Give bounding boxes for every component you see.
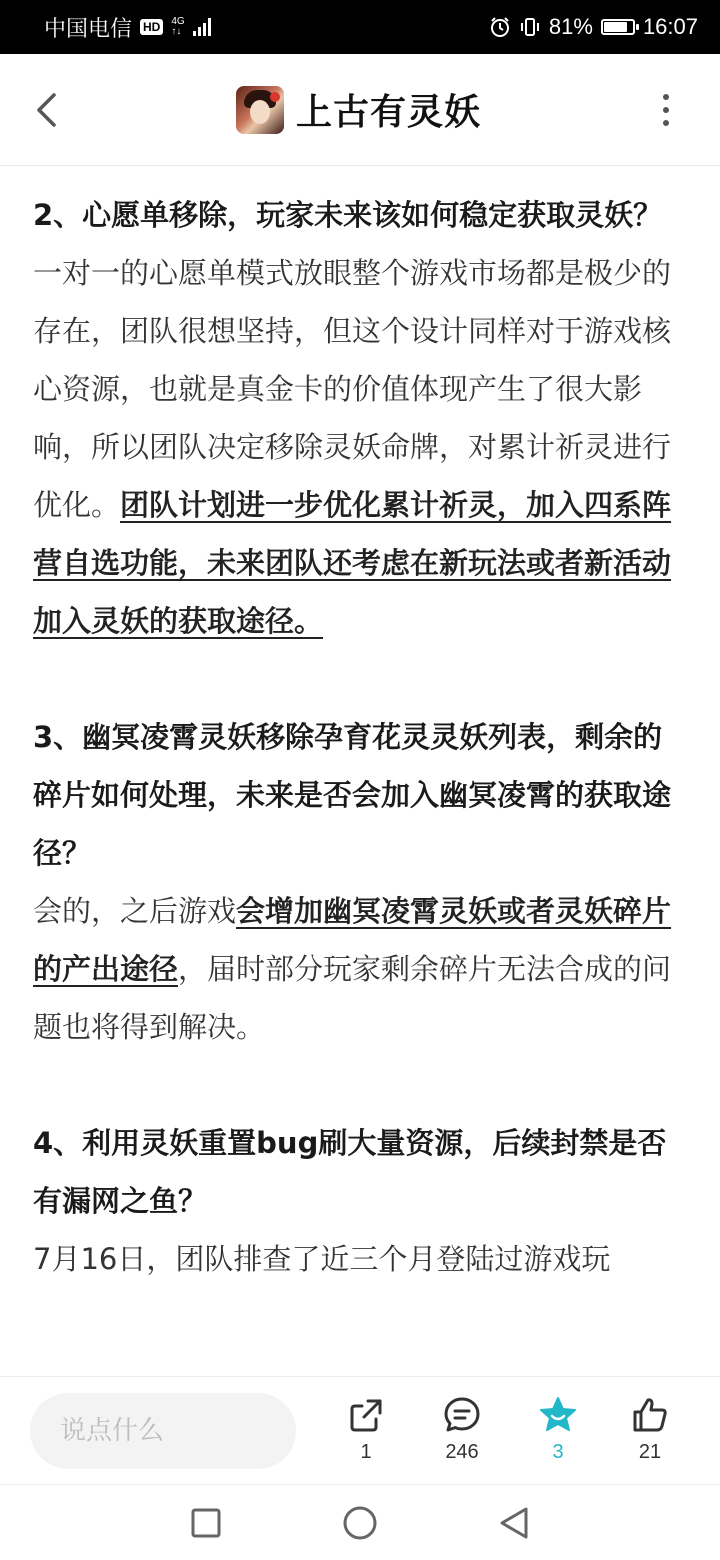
question-3-heading: 3、幽冥凌霄灵妖移除孕育花灵灵妖列表，剩余的碎片如何处理，未来是否会加入幽冥凌霄的获取途径？ [33,720,672,870]
network-type-bottom: ↑↓ [171,26,182,37]
share-icon [346,1395,386,1435]
circle-icon [342,1505,378,1541]
article-content[interactable] [33,166,687,1376]
answer-3-text-start: 会的，之后游戏 [33,894,237,928]
network-type-top: 4G [171,16,185,27]
system-nav-bar [0,1484,720,1560]
more-options-button[interactable] [656,94,676,126]
status-right [489,14,698,40]
answer-2 [33,244,687,650]
status-bar [0,0,720,54]
vibrate-icon [519,16,541,38]
favorite-count: 3 [552,1441,564,1463]
triangle-back-icon [498,1506,530,1540]
network-type [171,17,184,37]
like-button[interactable] [610,1395,690,1464]
question-4-heading: 4、利用灵妖重置bug刷大量资源，后续封禁是否有漏网之鱼？ [33,1126,667,1218]
answer-2-text: 一对一的心愿单模式放眼整个游戏市场都是极少的存在，团队很想坚持，但这个设计同样对于游戏核心资源，也就是真金卡的价值体现产生了很大影响，所以团队决定移除灵妖命牌，对累计祈灵进行优化。 [33,256,672,522]
back-button[interactable] [28,88,64,132]
status-left [44,12,211,43]
star-favorite-icon [538,1395,578,1435]
battery-icon [601,19,635,35]
battery-percent: 81% [548,14,593,39]
thumbs-up-icon [630,1395,670,1435]
game-avatar-icon[interactable] [236,86,284,134]
answer-3-text-end: ，届时部分玩家剩余碎片无法合成的问题也将得到解决。 [33,952,672,1044]
favorite-button[interactable] [518,1395,598,1464]
comment-input[interactable]: 说点什么 [30,1393,296,1469]
recent-apps-button[interactable] [186,1503,226,1543]
share-button[interactable] [326,1395,406,1464]
hd-badge: HD [140,19,163,35]
comment-count: 246 [445,1441,479,1463]
chevron-left-icon [34,92,58,128]
page-title: 上古有灵妖 [296,92,482,133]
answer-3 [33,882,687,1056]
alarm-icon [489,16,511,38]
title-area[interactable] [236,84,481,135]
comment-bubble-icon [442,1395,482,1435]
answer-4-text: 7月16日，团队排查了近三个月登陆过游戏玩 [33,1242,611,1276]
more-dots-icon [663,94,669,100]
answer-3-highlight: 会增加幽冥凌霄灵妖或者灵妖碎片的产出途径 [33,894,672,986]
share-count: 1 [360,1441,372,1463]
bottom-action-bar [0,1376,720,1484]
carrier-name: 中国电信 [44,15,133,41]
clock-time: 16:07 [642,14,698,39]
app-header [0,54,720,166]
answer-2-highlight: 团队计划进一步优化累计祈灵，加入四系阵营自选功能，未来团队还考虑在新玩法或者新活动加入灵妖的获取途径。 [33,488,672,638]
signal-icon [193,18,211,36]
like-count: 21 [638,1441,662,1463]
home-button[interactable] [340,1503,380,1543]
question-2-heading: 2、心愿单移除，玩家未来该如何稳定获取灵妖？ [33,198,663,232]
back-nav-button[interactable] [494,1503,534,1543]
square-icon [190,1507,222,1539]
comment-button[interactable] [422,1395,502,1464]
